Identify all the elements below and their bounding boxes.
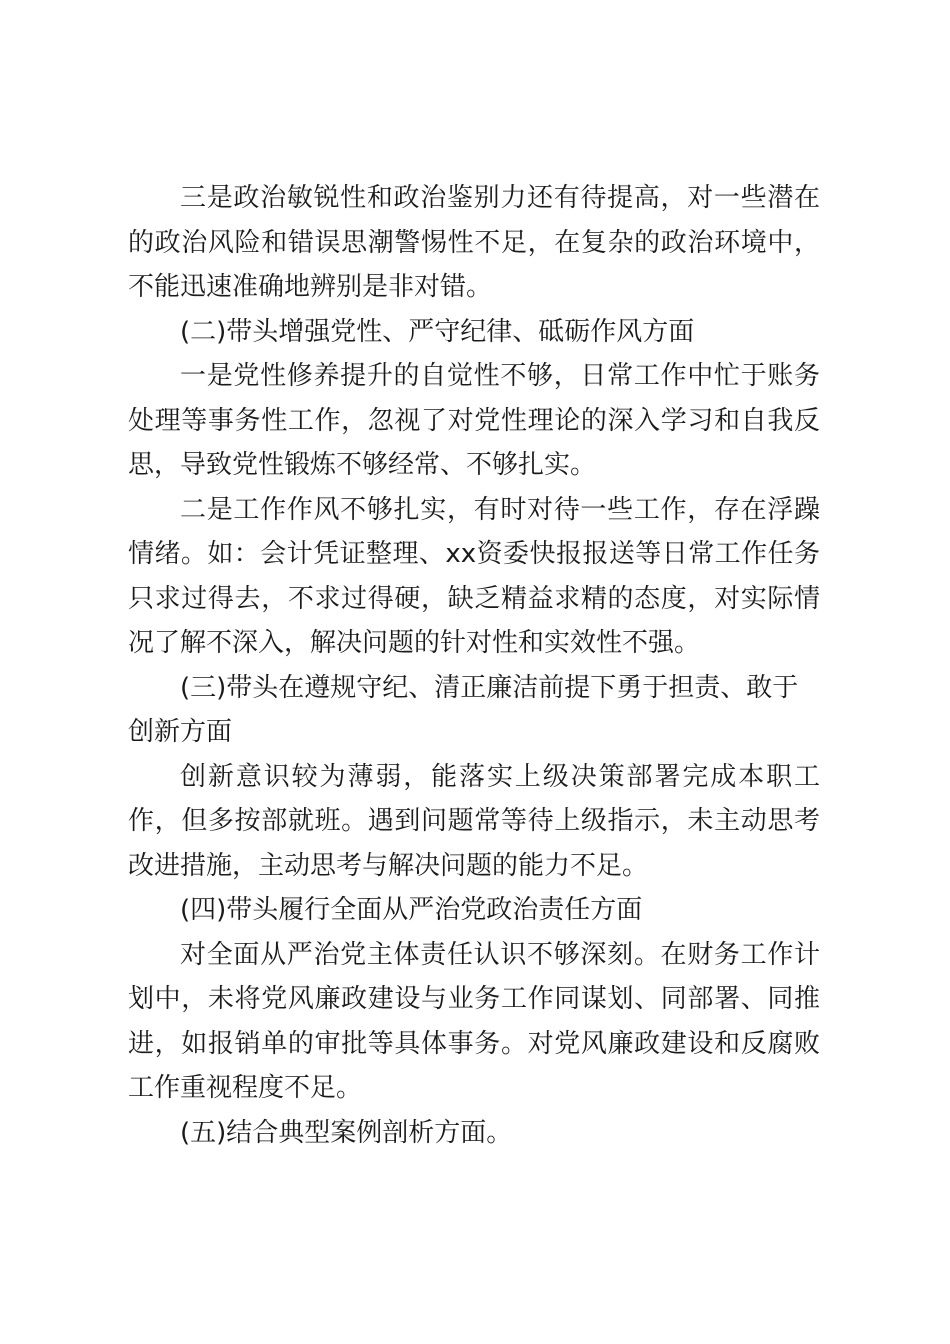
section-heading-3: (三)带头在遵规守纪、清正廉洁前提下勇于担责、敢于创新方面 bbox=[128, 672, 799, 747]
document-body bbox=[128, 176, 820, 1155]
paragraph-innovation: 创新意识较为薄弱，能落实上级决策部署完成本职工作，但多按部就班。遇到问题常等待上级指示，未主动思考改进措施，主动思考与解决问题的能力不足。 bbox=[128, 761, 820, 881]
paragraph-work-style: 二是工作作风不够扎实，有时对待一些工作，存在浮躁情绪。如：会计凭证整理、xx资委快报报送等日常工作任务只求过得去，不求过得硬，缺乏精益求精的态度，对实际情况了解不深入，解决问题的针对性和实效性不强。 bbox=[128, 494, 820, 658]
paragraph-responsibility: 对全面从严治党主体责任认识不够深刻。在财务工作计划中，未将党风廉政建设与业务工作同谋划、同部署、同推进，如报销单的审批等具体事务。对党风廉政建设和反腐败工作重视程度不足。 bbox=[128, 939, 820, 1103]
section-heading-5: (五)结合典型案例剖析方面。 bbox=[180, 1117, 513, 1148]
paragraph-political-sensitivity: 三是政治敏锐性和政治鉴别力还有待提高，对一些潜在的政治风险和错误思潮警惕性不足，在复杂的政治环境中，不能迅速准确地辨别是非对错。 bbox=[128, 183, 820, 302]
paragraph-party-spirit: 一是党性修养提升的自觉性不够，日常工作中忙于账务处理等事务性工作，忽视了对党性理论的深入学习和自我反思，导致党性锻炼不够经常、不够扎实。 bbox=[128, 361, 820, 480]
section-heading-2: (二)带头增强党性、严守纪律、砥砺作风方面 bbox=[180, 316, 695, 347]
section-heading-4: (四)带头履行全面从严治党政治责任方面 bbox=[180, 895, 643, 925]
